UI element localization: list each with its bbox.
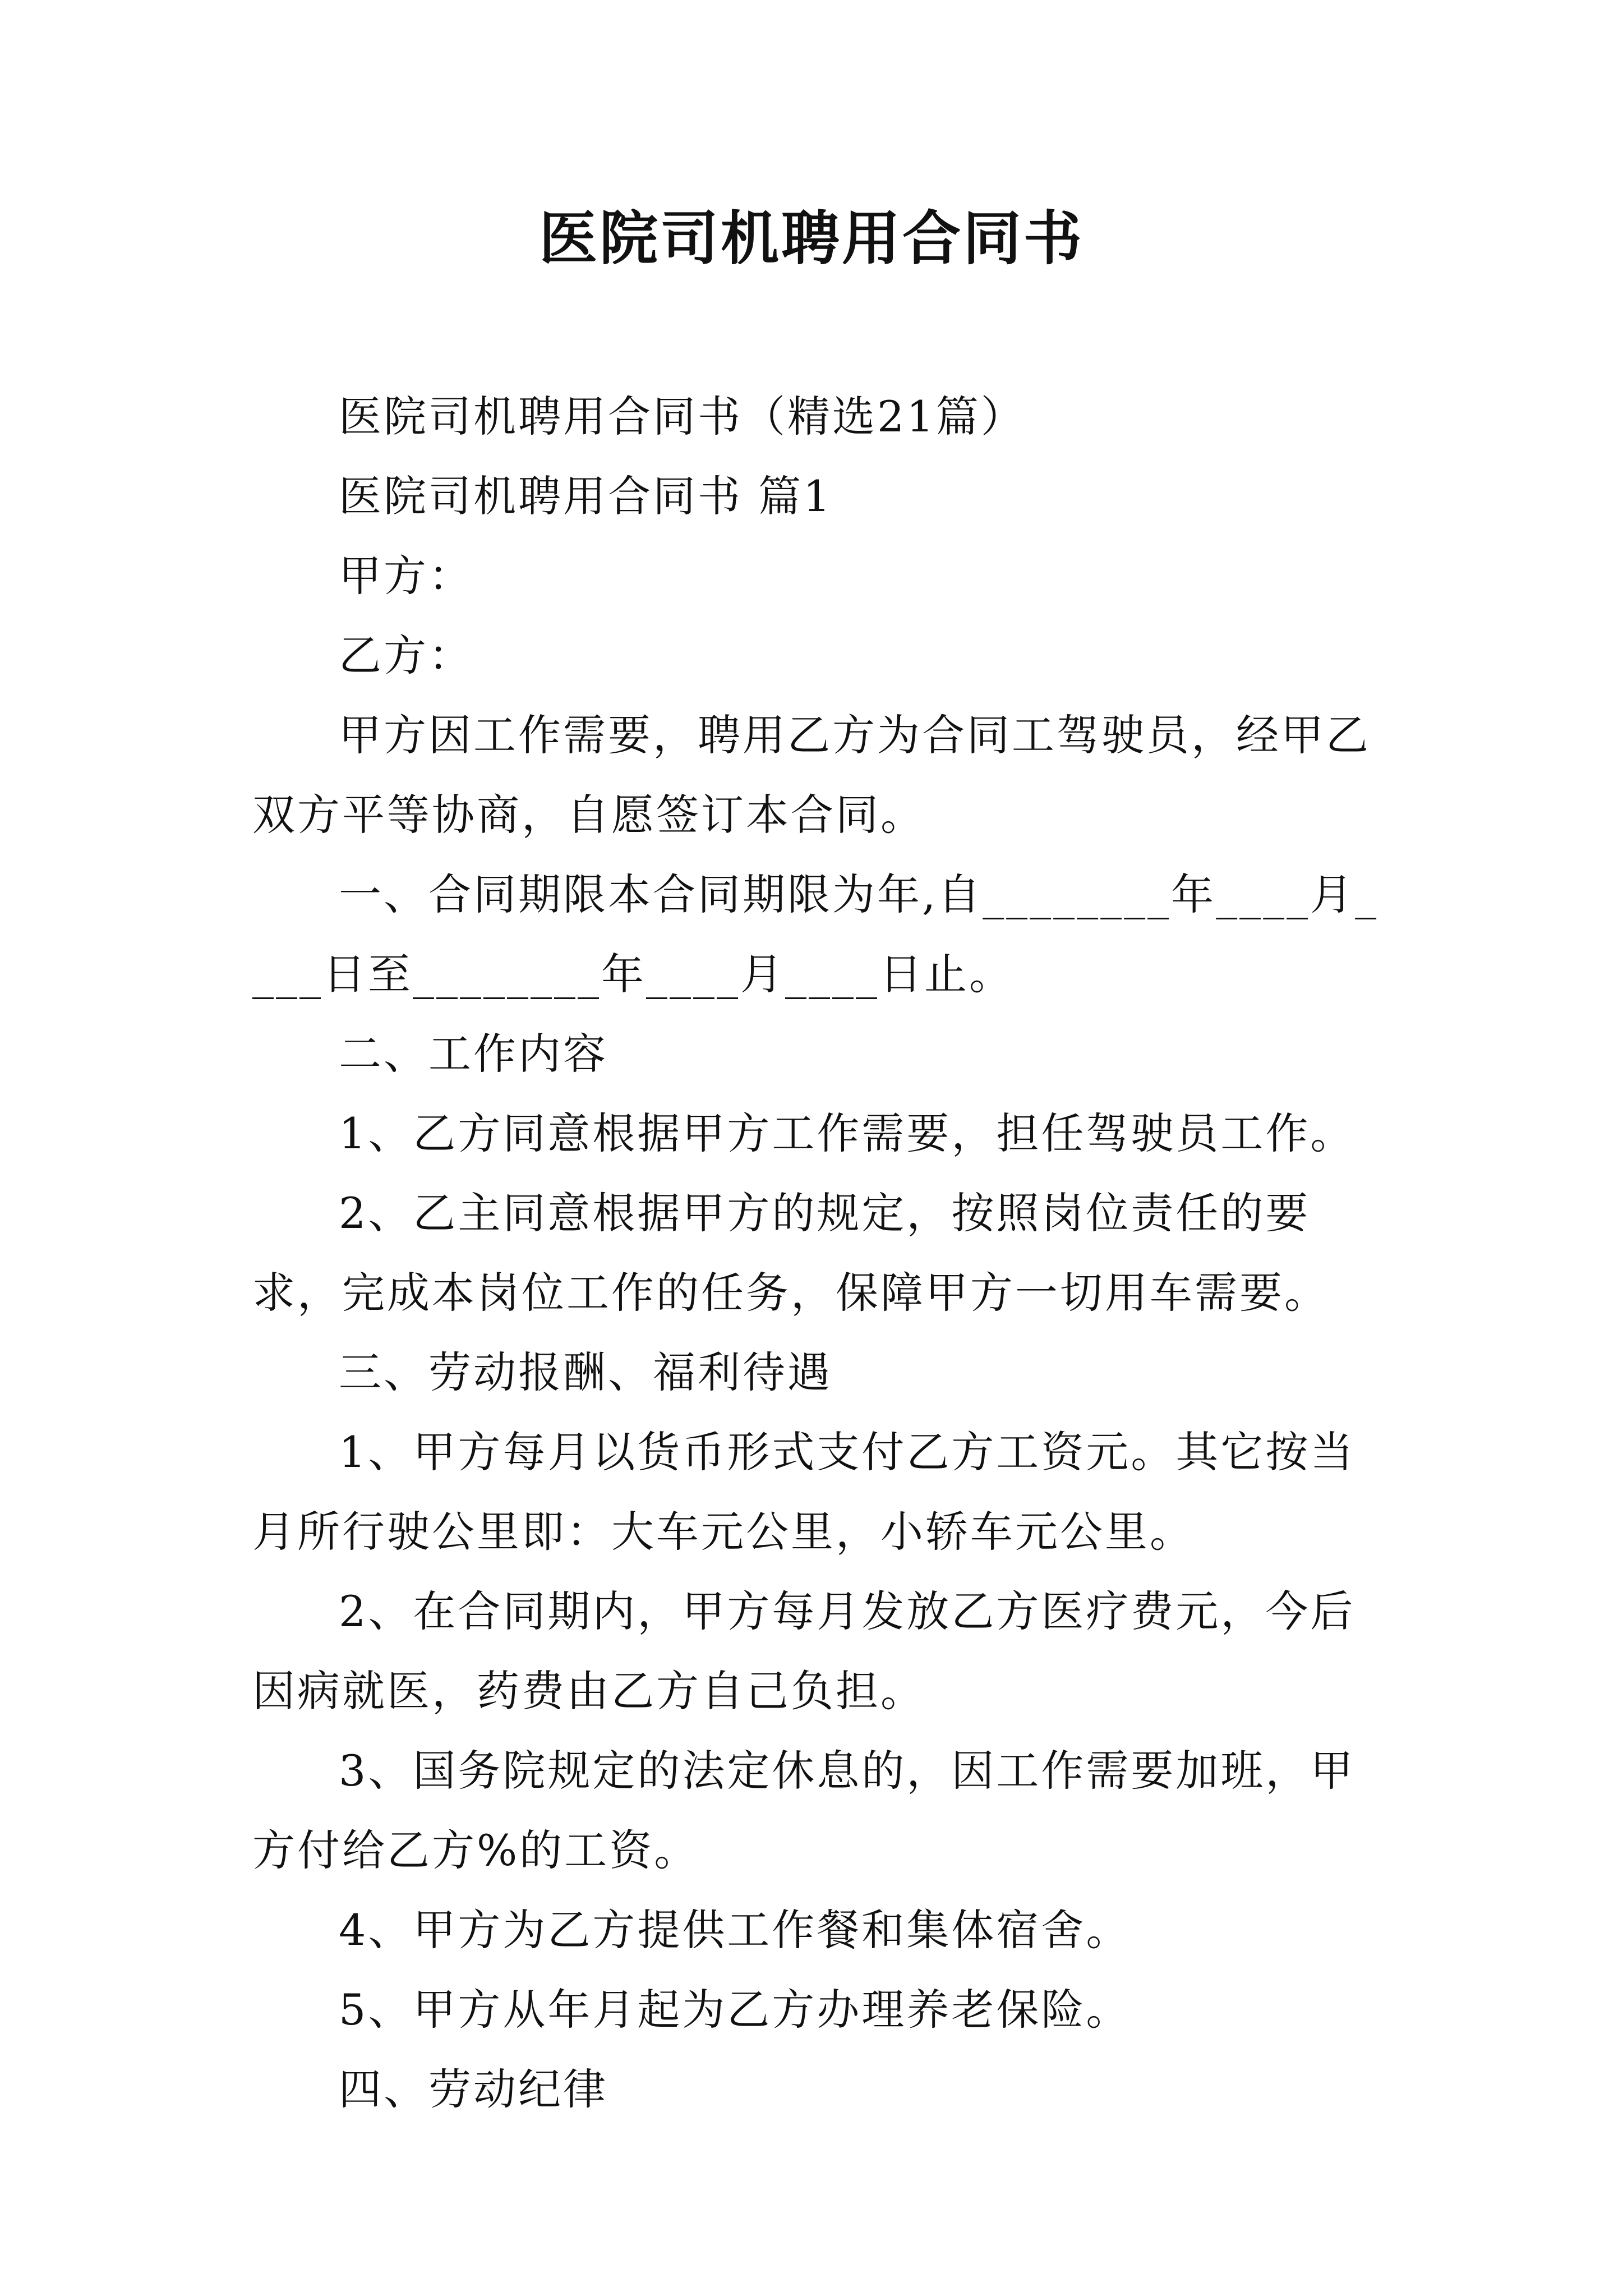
paragraph-remuneration-item-2: 2、在合同期内，甲方每月发放乙方医疗费元，今后因病就医，药费由乙方自己负担。 — [252, 1586, 1355, 1716]
paragraph-party-b: 乙方： — [339, 631, 473, 680]
document-body — [252, 377, 1380, 2129]
document-title: 医院司机聘用合同书 — [538, 204, 1084, 273]
paragraph-subtitle: 医院司机聘用合同书（精选21篇） — [339, 392, 1026, 441]
paragraph-remuneration-item-4: 4、甲方为乙方提供工作餐和集体宿舍。 — [339, 1905, 1131, 1955]
paragraph-section-heading: 医院司机聘用合同书 篇1 — [339, 471, 833, 521]
paragraph-party-a: 甲方： — [339, 551, 473, 601]
paragraph-remuneration-item-3: 3、国务院规定的法定休息的，因工作需要加班，甲方付给乙方%的工资。 — [252, 1746, 1355, 1875]
paragraph-remuneration-item-1: 1、甲方每月以货币形式支付乙方工资元。其它按当月所行驶公里即：大车元公里，小轿车元公里。 — [252, 1427, 1355, 1557]
paragraph-work-item-1: 1、乙方同意根据甲方工作需要，担任驾驶员工作。 — [339, 1108, 1355, 1158]
paragraph-contract-term: 一、合同期限本合同期限为年,自________年____月____日至________年____月____日止。 — [252, 869, 1379, 999]
paragraph-remuneration-item-5: 5、甲方从年月起为乙方办理养老保险。 — [339, 1985, 1131, 2035]
paragraph-remuneration-heading: 三、劳动报酬、福利待遇 — [339, 1347, 832, 1397]
paragraph-work-content-heading: 二、工作内容 — [339, 1029, 608, 1079]
paragraph-intro: 甲方因工作需要，聘用乙方为合同工驾驶员，经甲乙双方平等协商，自愿签订本合同。 — [252, 710, 1371, 840]
paragraph-work-item-2: 2、乙主同意根据甲方的规定，按照岗位责任的要求，完成本岗位工作的任务，保障甲方一切用车需要。 — [252, 1188, 1329, 1318]
paragraph-discipline-heading: 四、劳动纪律 — [339, 2064, 608, 2114]
